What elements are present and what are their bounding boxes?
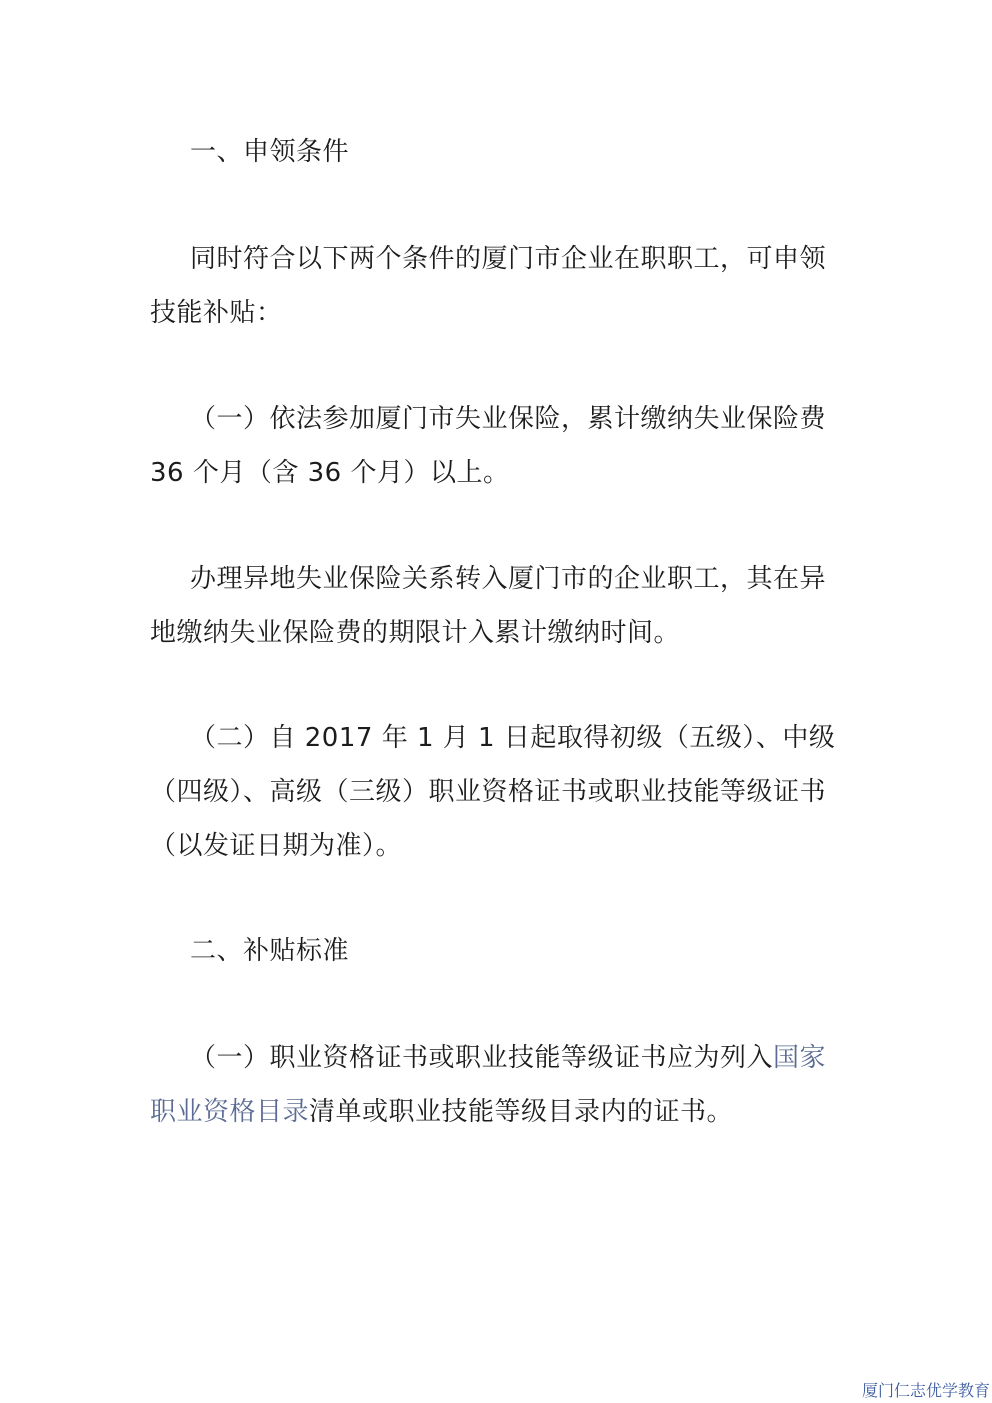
- paragraph-line: （一）依法参加厦门市失业保险，累计缴纳失业保险费: [190, 404, 827, 434]
- catalog-link[interactable]: 职业资格目录: [150, 1097, 310, 1127]
- paragraph-line: （以发证日期为准）。: [150, 831, 403, 861]
- paragraph-text: （一）职业资格证书或职业技能等级证书应为列入: [190, 1043, 774, 1073]
- section1-item1: [150, 392, 850, 500]
- section1-intro: [150, 232, 850, 340]
- paragraph-line: [150, 1085, 850, 1139]
- section2-heading: [150, 924, 850, 978]
- paragraph-line: 办理异地失业保险关系转入厦门市的企业职工，其在异: [190, 564, 827, 594]
- paragraph-line: 同时符合以下两个条件的厦门市企业在职职工，可申领: [190, 244, 827, 274]
- paragraph-line: （四级）、高级（三级）职业资格证书或职业技能等级证书: [150, 777, 827, 807]
- paragraph-text: 清单或职业技能等级目录内的证书。: [309, 1097, 734, 1127]
- section-heading: 一、申领条件: [190, 137, 350, 167]
- paragraph-line: 地缴纳失业保险费的期限计入累计缴纳时间。: [150, 618, 681, 648]
- paragraph-line: （二）自 2017 年 1 月 1 日起取得初级（五级）、中级: [190, 723, 836, 753]
- paragraph-line: 36 个月（含 36 个月）以上。: [150, 458, 510, 488]
- section2-item1: [150, 1031, 850, 1139]
- section-heading: 二、补贴标准: [190, 936, 350, 966]
- catalog-link[interactable]: 国家: [773, 1043, 827, 1073]
- paragraph-line: 技能补贴：: [150, 298, 283, 328]
- section1-note: [150, 552, 850, 660]
- section1-heading: [150, 125, 850, 179]
- paragraph-line: [150, 1031, 850, 1085]
- section1-item2: [150, 711, 850, 873]
- watermark-text: 厦门仁志优学教育: [861, 1381, 990, 1400]
